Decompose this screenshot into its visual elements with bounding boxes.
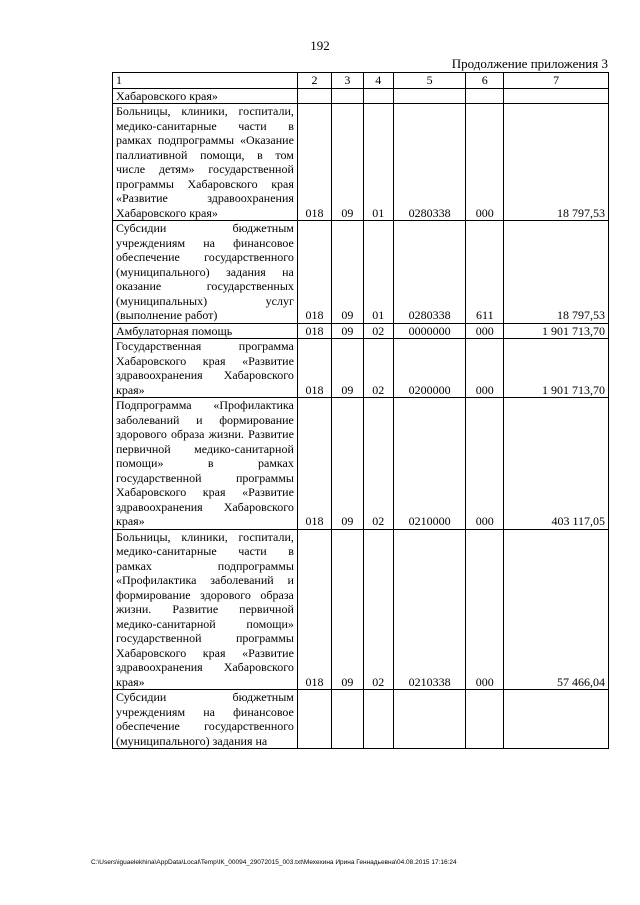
row-description: Субсидии бюджетным учреждениям на финансовое обеспечение государственного (муниципального) задания на оказание государственных (муниципальных) услуг (выполнение работ) [113, 221, 298, 324]
column-header: 1 [113, 73, 298, 89]
row-code-3: 09 [332, 221, 364, 324]
row-code-5: 0280338 [393, 104, 466, 221]
row-description: Субсидии бюджетным учреждениям на финансовое обеспечение государственного (муниципального) задания на [113, 690, 298, 749]
row-code-4: 01 [363, 221, 393, 324]
table-row [113, 398, 609, 530]
row-description: Подпрограмма «Профилактика заболеваний и формирование здорового образа жизни. Развитие первичной медико-санитарной помощи» в рамках государственной программы Хабаровского края «Развитие здравоохранения Хабаровского края» [113, 398, 298, 530]
row-code-4: 01 [363, 104, 393, 221]
row-code-3: 09 [332, 323, 364, 339]
row-code-3: 09 [332, 529, 364, 690]
table-row [113, 339, 609, 398]
column-header: 5 [393, 73, 466, 89]
row-code-5 [393, 88, 466, 104]
row-amount: 18 797,53 [504, 221, 609, 324]
row-amount [504, 88, 609, 104]
row-amount: 18 797,53 [504, 104, 609, 221]
row-code-2: 018 [297, 221, 331, 324]
row-code-6: 000 [466, 104, 504, 221]
budget-table [112, 72, 609, 749]
table-header-row [113, 73, 609, 89]
column-header: 4 [363, 73, 393, 89]
row-code-2: 018 [297, 529, 331, 690]
row-code-2: 018 [297, 398, 331, 530]
row-code-4 [363, 690, 393, 749]
row-code-3: 09 [332, 398, 364, 530]
page-number: 192 [310, 38, 330, 53]
row-code-4: 02 [363, 323, 393, 339]
row-code-5: 0210338 [393, 529, 466, 690]
row-code-3: 09 [332, 104, 364, 221]
table-row [113, 104, 609, 221]
table-row [113, 221, 609, 324]
row-code-4: 02 [363, 339, 393, 398]
row-code-6 [466, 88, 504, 104]
row-code-6: 000 [466, 398, 504, 530]
row-code-5: 0210000 [393, 398, 466, 530]
row-description: Хабаровского края» [113, 88, 298, 104]
row-code-3 [332, 690, 364, 749]
file-path-footer: C:\Users\iguaelekhina\AppData\Local\Temp\IK_00094_29072015_003.txt\Мехехина Ирина Геннадьевна\04.08.2015 17:16:24 [91, 859, 457, 866]
row-code-6 [466, 690, 504, 749]
row-code-6: 000 [466, 529, 504, 690]
row-code-4 [363, 88, 393, 104]
row-code-2: 018 [297, 339, 331, 398]
row-code-5: 0280338 [393, 221, 466, 324]
row-code-5 [393, 690, 466, 749]
row-amount: 57 466,04 [504, 529, 609, 690]
row-description: Больницы, клиники, госпитали, медико-санитарные части в рамках подпрограммы «Профилактика заболеваний и формирование здорового образа жизни. Развитие первичной медико-санитарной помощи» государственной программы Хабаровского края «Развитие здравоохранения Хабаровского края» [113, 529, 298, 690]
row-code-2 [297, 690, 331, 749]
row-code-5: 0000000 [393, 323, 466, 339]
continuation-label: Продолжение приложения 3 [451, 56, 608, 71]
row-code-3: 09 [332, 339, 364, 398]
row-code-4: 02 [363, 398, 393, 530]
row-code-6: 000 [466, 323, 504, 339]
row-code-6: 000 [466, 339, 504, 398]
table-row [113, 323, 609, 339]
table-row [113, 88, 609, 104]
column-header: 6 [466, 73, 504, 89]
column-header: 7 [504, 73, 609, 89]
row-code-6: 611 [466, 221, 504, 324]
row-description: Государственная программа Хабаровского края «Развитие здравоохранения Хабаровского края» [113, 339, 298, 398]
row-code-3 [332, 88, 364, 104]
column-header: 2 [297, 73, 331, 89]
table-row [113, 690, 609, 749]
row-amount: 1 901 713,70 [504, 323, 609, 339]
column-header: 3 [332, 73, 364, 89]
row-code-2: 018 [297, 104, 331, 221]
row-description: Амбулаторная помощь [113, 323, 298, 339]
row-code-5: 0200000 [393, 339, 466, 398]
row-description: Больницы, клиники, госпитали, медико-санитарные части в рамках подпрограммы «Оказание паллиативной помощи, в том числе детям» государственной программы Хабаровского края «Развитие здравоохранения Хабаровского края» [113, 104, 298, 221]
row-amount: 1 901 713,70 [504, 339, 609, 398]
row-code-4: 02 [363, 529, 393, 690]
row-amount [504, 690, 609, 749]
row-amount: 403 117,05 [504, 398, 609, 530]
row-code-2 [297, 88, 331, 104]
table-row [113, 529, 609, 690]
row-code-2: 018 [297, 323, 331, 339]
